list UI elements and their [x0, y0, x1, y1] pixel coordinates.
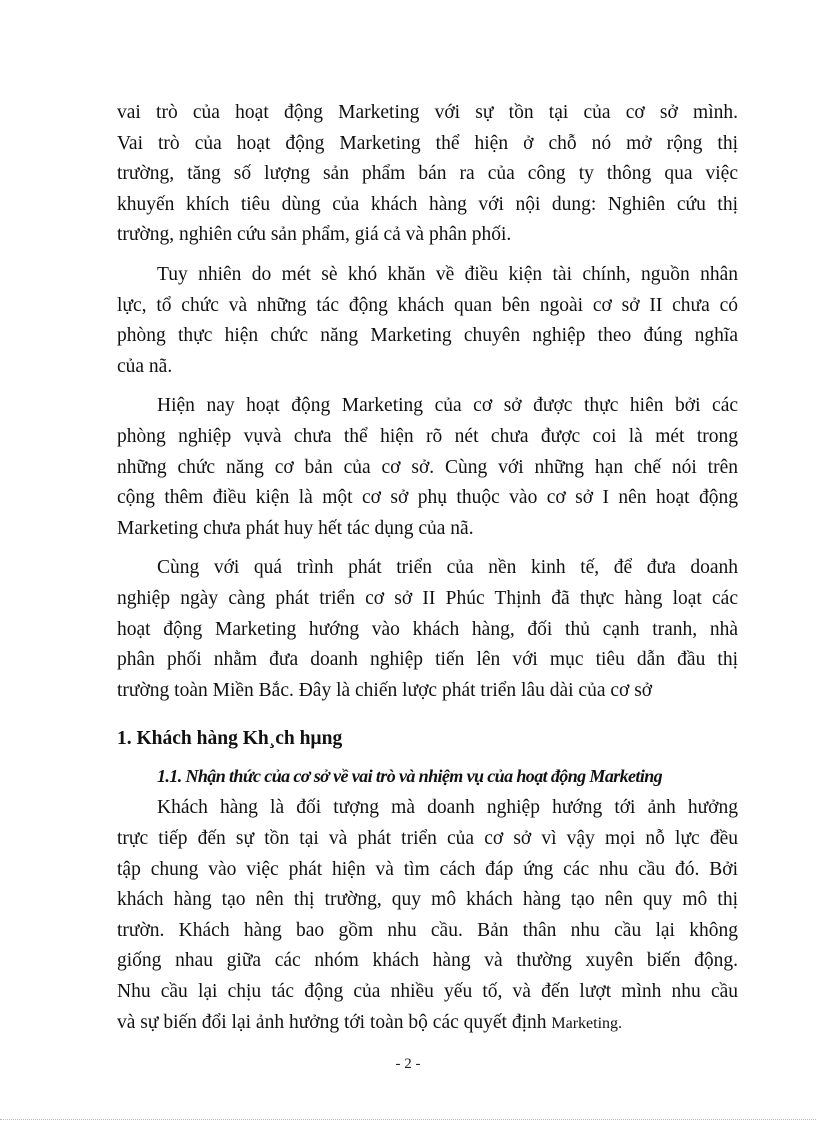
- text-line: khách hàng tạo nên thị trường, quy mô khách hàng tạo nên quy mô thị: [117, 889, 738, 911]
- paragraph-4: [117, 553, 738, 706]
- text-line: Khách hàng là đối tượng mà doanh nghiệp hướng tới ảnh hưởng: [157, 797, 738, 819]
- text-line: phân phối nhằm đưa doanh nghiệp tiến lên với mục tiêu dẫn đầu thị: [117, 649, 738, 671]
- text-line: Cùng với quá trình phát triển của nền kinh tế, để đưa doanh: [157, 557, 738, 579]
- text-line: tập chung vào việc phát hiện và tìm cách đáp ứng các nhu cầu đó. Bởi: [117, 858, 738, 880]
- paragraph-5: [117, 793, 738, 1039]
- page-number: - 2 -: [395, 1056, 421, 1072]
- text-line: Tuy nhiên do mét sè khó khăn về điều kiện tài chính, nguồn nhân: [157, 263, 738, 285]
- text-line: khuyến khích tiêu dùng của khách hàng với nội dung: Nghiên cứu thị: [117, 193, 738, 215]
- text-line: nghiệp ngày càng phát triển cơ sở II Phúc Thịnh đã thực hàng loạt các: [117, 587, 738, 609]
- text-line: lực, tổ chức và những tác động khách quan bên ngoài cơ sở II chưa có: [117, 294, 738, 316]
- text-line: trường, nghiên cứu sản phẩm, giá cả và phân phối.: [117, 224, 512, 246]
- text-line: trường toàn Miền Bắc. Đây là chiến lược phát triển lâu dài của cơ sở: [117, 679, 653, 701]
- text-line: cộng thêm điều kiện là một cơ sở phụ thuộc vào cơ sở I nên hoạt động: [117, 487, 738, 509]
- text-line-main: và sự biến đổi lại ảnh hưởng tới toàn bộ các quyết định: [117, 1011, 552, 1033]
- text-line: Vai trò của hoạt động Marketing thể hiện ở chỗ nó mở rộng thị: [117, 132, 738, 154]
- paragraph-2: [117, 260, 738, 382]
- text-line: [117, 1008, 738, 1040]
- text-line-tail: Marketing.: [551, 1014, 623, 1032]
- text-line: vai trò của hoạt động Marketing với sự tồn tại của cơ sở mình.: [117, 102, 738, 123]
- section-heading: 1. Khách hàng Kh¸ch hµng: [117, 728, 343, 750]
- text-line: phòng nghiệp vụvà chưa thể hiện rõ nét chưa được coi là mét trong: [117, 425, 738, 447]
- text-line: Marketing chưa phát huy hết tác dụng của nã.: [117, 517, 474, 539]
- text-line: của nã.: [117, 355, 173, 377]
- text-line: trườn. Khách hàng bao gồm nhu cầu. Bản thân nhu cầu lại không: [117, 919, 738, 941]
- text-line: Nhu cầu lại chịu tác động của nhiều yếu tố, và đến lượt mình nhu cầu: [117, 981, 738, 1003]
- paragraph-1: [117, 98, 738, 251]
- subsection-heading: 1.1. Nhận thức của cơ sở về vai trò và nhiệm vụ của hoạt động Marketing: [157, 765, 663, 786]
- text-line: phòng thực hiện chức năng Marketing chuyên nghiệp theo đúng nghĩa: [117, 325, 738, 347]
- body-text: [117, 98, 738, 1048]
- text-line: giống nhau giữa các nhóm khách hàng và thường xuyên biến động.: [117, 950, 738, 972]
- text-line: những chức năng cơ bản của cơ sở. Cùng với những hạn chế nói trên: [117, 456, 738, 478]
- text-line: Hiện nay hoạt động Marketing của cơ sở được thực hiên bởi các: [157, 395, 738, 417]
- page-divider: [0, 1119, 816, 1120]
- text-line: trường, tăng số lượng sản phẩm bán ra của công ty thông qua việc: [117, 163, 738, 185]
- text-line: hoạt động Marketing hướng vào khách hàng, đối thủ cạnh tranh, nhà: [117, 618, 738, 640]
- paragraph-3: [117, 391, 738, 544]
- text-line: trực tiếp đến sự tồn tại và phát triển của cơ sở vì vậy mọi nỗ lực đều: [117, 828, 738, 850]
